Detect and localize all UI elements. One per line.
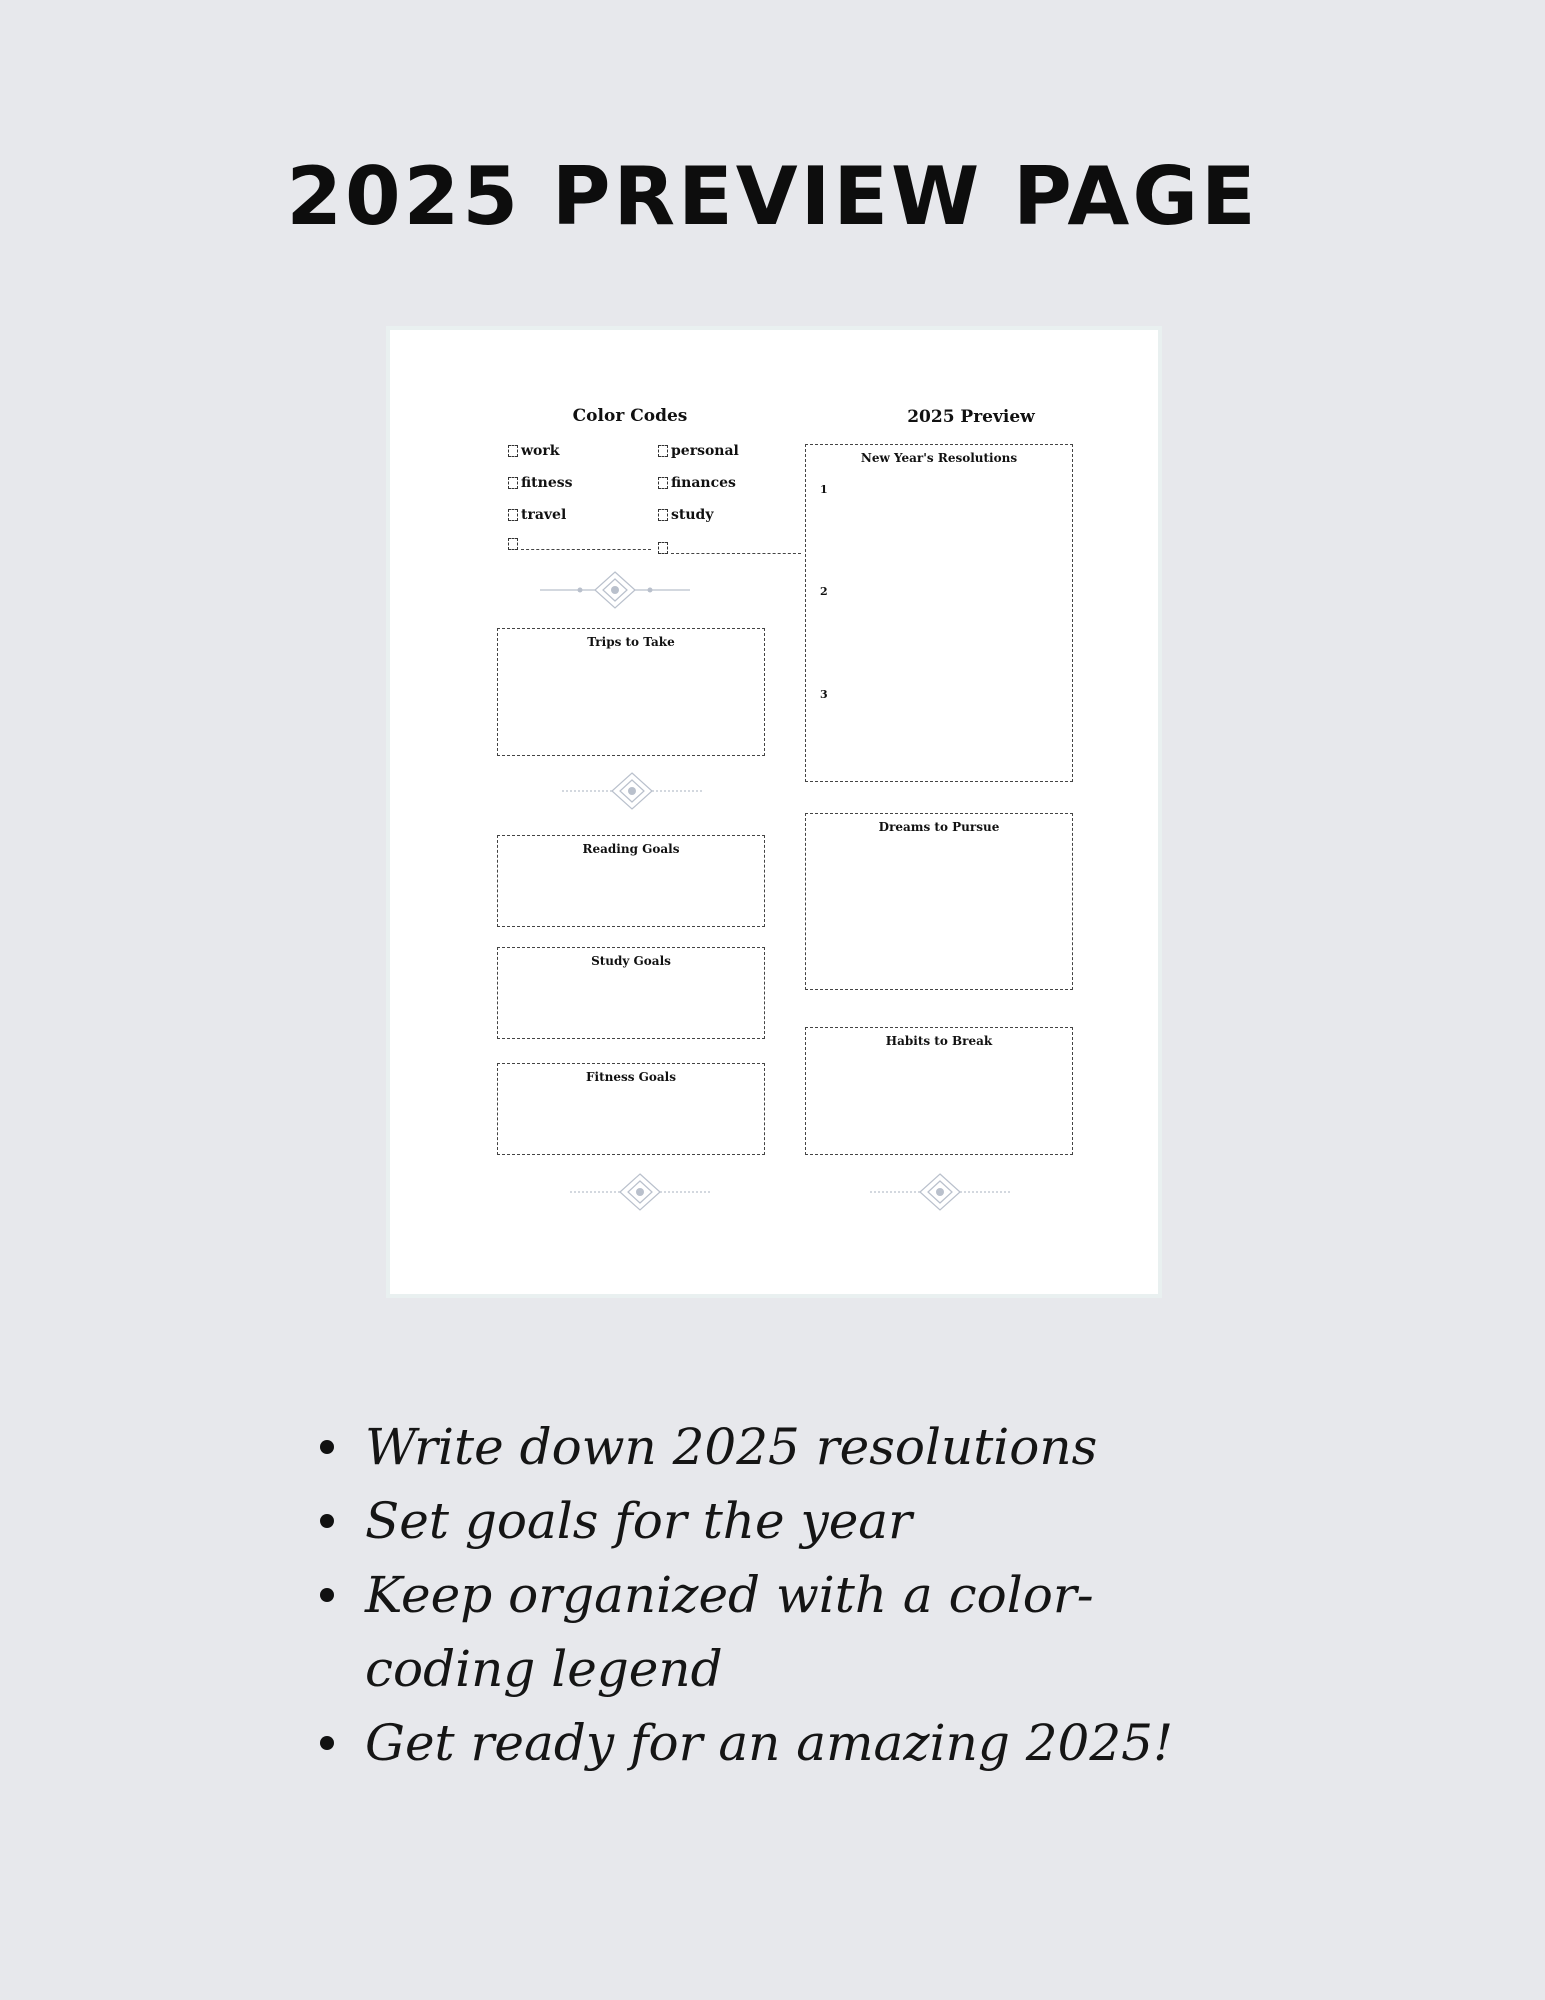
box-label: Dreams to Pursue (878, 820, 1000, 834)
checkbox-icon (658, 445, 668, 457)
page-title: 2025 PREVIEW PAGE (286, 150, 1259, 243)
feature-item (310, 1558, 1210, 1706)
resolution-number: 2 (820, 585, 828, 598)
bullet-icon (320, 1514, 334, 1528)
ornament-divider-icon (570, 1172, 710, 1212)
checkbox-icon (658, 509, 668, 521)
color-code-label: travel (521, 507, 567, 523)
reading-goals-box (497, 835, 765, 927)
box-label: Reading Goals (582, 842, 680, 856)
checkbox-icon (508, 538, 518, 550)
preview-page-image (386, 326, 1162, 1298)
color-code-item (658, 507, 713, 523)
blank-color-code (508, 538, 651, 550)
bullet-icon (320, 1588, 334, 1602)
resolution-number: 1 (820, 483, 828, 496)
color-code-item (508, 475, 573, 491)
box-label: New Year's Resolutions (860, 451, 1018, 465)
feature-item (310, 1410, 1210, 1484)
blank-line (521, 548, 651, 550)
color-code-item (658, 475, 736, 491)
checkbox-icon (508, 445, 518, 457)
color-code-label: fitness (521, 475, 573, 491)
feature-item (310, 1706, 1210, 1780)
feature-list (310, 1410, 1210, 1780)
checkbox-icon (508, 477, 518, 489)
bullet-icon (320, 1736, 334, 1750)
feature-text: Keep organized with a color-coding legend (365, 1566, 1094, 1698)
fitness-goals-box (497, 1063, 765, 1155)
feature-text: Write down 2025 resolutions (365, 1418, 1098, 1476)
blank-line (671, 552, 801, 554)
resolution-number: 3 (820, 688, 828, 701)
box-label: Trips to Take (587, 635, 675, 649)
bullet-icon (320, 1440, 334, 1454)
color-code-label: personal (671, 443, 739, 459)
ornament-divider-icon (540, 570, 690, 610)
box-label: Habits to Break (885, 1034, 993, 1048)
trips-box (497, 628, 765, 756)
color-code-item (508, 443, 559, 459)
ornament-divider-icon (562, 771, 702, 811)
study-goals-box (497, 947, 765, 1039)
color-code-label: finances (671, 475, 736, 491)
color-code-label: work (521, 443, 560, 459)
box-label: Fitness Goals (585, 1070, 676, 1084)
feature-text: Set goals for the year (365, 1492, 913, 1550)
resolutions-box (805, 444, 1073, 782)
preview-heading: 2025 Preview (907, 407, 1035, 427)
color-code-label: study (671, 507, 714, 523)
habits-box (805, 1027, 1073, 1155)
blank-color-code (658, 542, 801, 554)
dreams-box (805, 813, 1073, 990)
checkbox-icon (658, 542, 668, 554)
checkbox-icon (508, 509, 518, 521)
color-code-item (508, 507, 566, 523)
feature-item (310, 1484, 1210, 1558)
checkbox-icon (658, 477, 668, 489)
color-code-item (658, 443, 739, 459)
ornament-divider-icon (870, 1172, 1010, 1212)
box-label: Study Goals (591, 954, 671, 968)
color-codes-heading: Color Codes (572, 406, 688, 426)
feature-text: Get ready for an amazing 2025! (365, 1714, 1174, 1772)
